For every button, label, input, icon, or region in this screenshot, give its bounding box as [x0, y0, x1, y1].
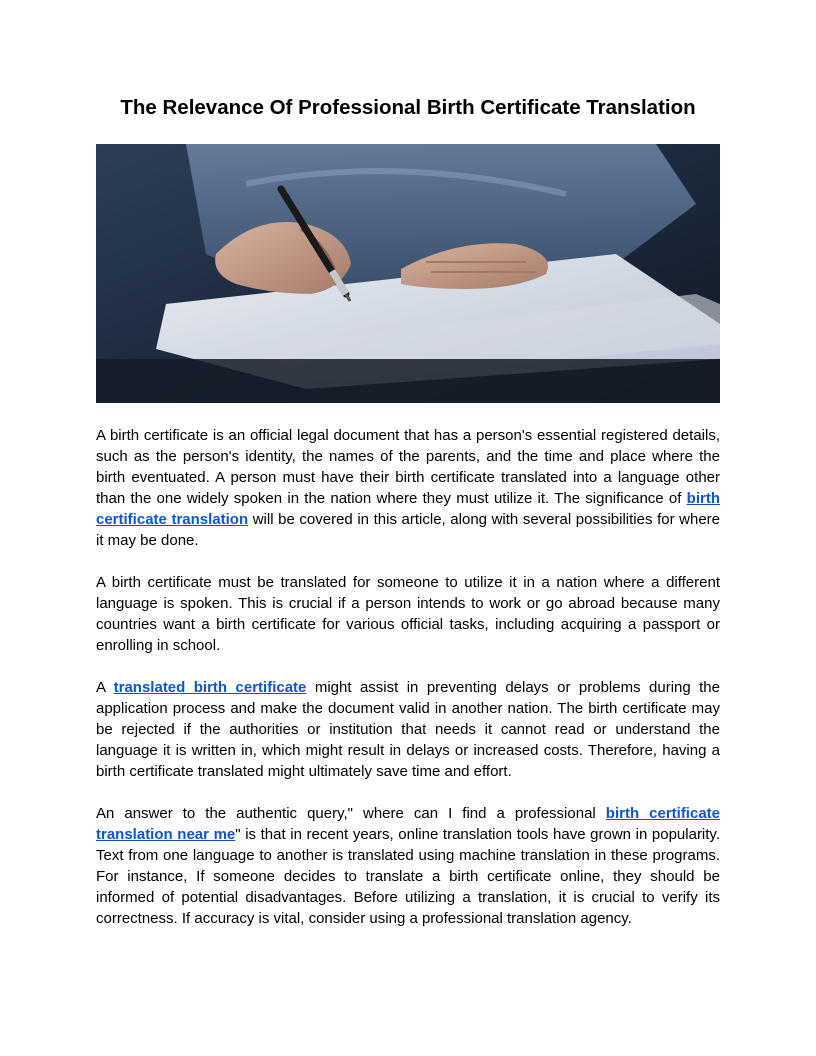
paragraph-1	[96, 425, 720, 551]
paragraph-4	[96, 803, 720, 929]
text-span: An answer to the authentic query," where can I find a professional	[96, 805, 606, 822]
text-span: might assist in preventing delays or problems during the application process and make the document valid in another nation. The birth certificate may be rejected if the authorities or institution that needs it cannot read or understand the language it is written in, which might result in delays or increased costs. Therefore, having a birth certificate translated might ultimately save time and effort.	[96, 679, 720, 780]
text-span: will be covered in this article, along with several possibilities for where it may be done.	[96, 511, 721, 549]
article-photo	[96, 144, 720, 403]
hand-writing-photo	[96, 144, 720, 403]
paragraph-2	[96, 572, 720, 656]
text-span: A	[96, 679, 114, 696]
birth-certificate-translation-near-me-link[interactable]: birth certificate translation near me	[96, 805, 721, 843]
page-title: The Relevance Of Professional Birth Certificate Translation	[120, 96, 696, 119]
translated-birth-certificate-link[interactable]: translated birth certificate	[113, 679, 307, 696]
text-span: " is that in recent years, online translation tools have grown in popularity. Text from one language to another is translated using machine translation in these programs. For instance, If someone decides to translate a birth certificate online, they should be informed of potential disadvantages. Before utilizing a translation, it is crucial to verify its correctness. If accuracy is vital, consider using a professional translation agency.	[96, 826, 720, 927]
article-body	[96, 425, 720, 950]
text-span: A birth certificate is an official legal document that has a person's essential registered details, such as the person's identity, the names of the parents, and the time and place where the birth eventuated. A person must have their birth certificate translated into a language other than the one widely spoken in the nation where they must utilize it. The significance of	[96, 427, 720, 507]
paragraph-3	[96, 677, 720, 782]
birth-certificate-translation-link[interactable]: birth certificate translation	[96, 490, 720, 528]
text-span: A birth certificate must be translated for someone to utilize it in a nation where a different language is spoken. This is crucial if a person intends to work or go abroad because many countries want a birth certificate for various official tasks, including acquiring a passport or enrolling in school.	[96, 574, 720, 654]
